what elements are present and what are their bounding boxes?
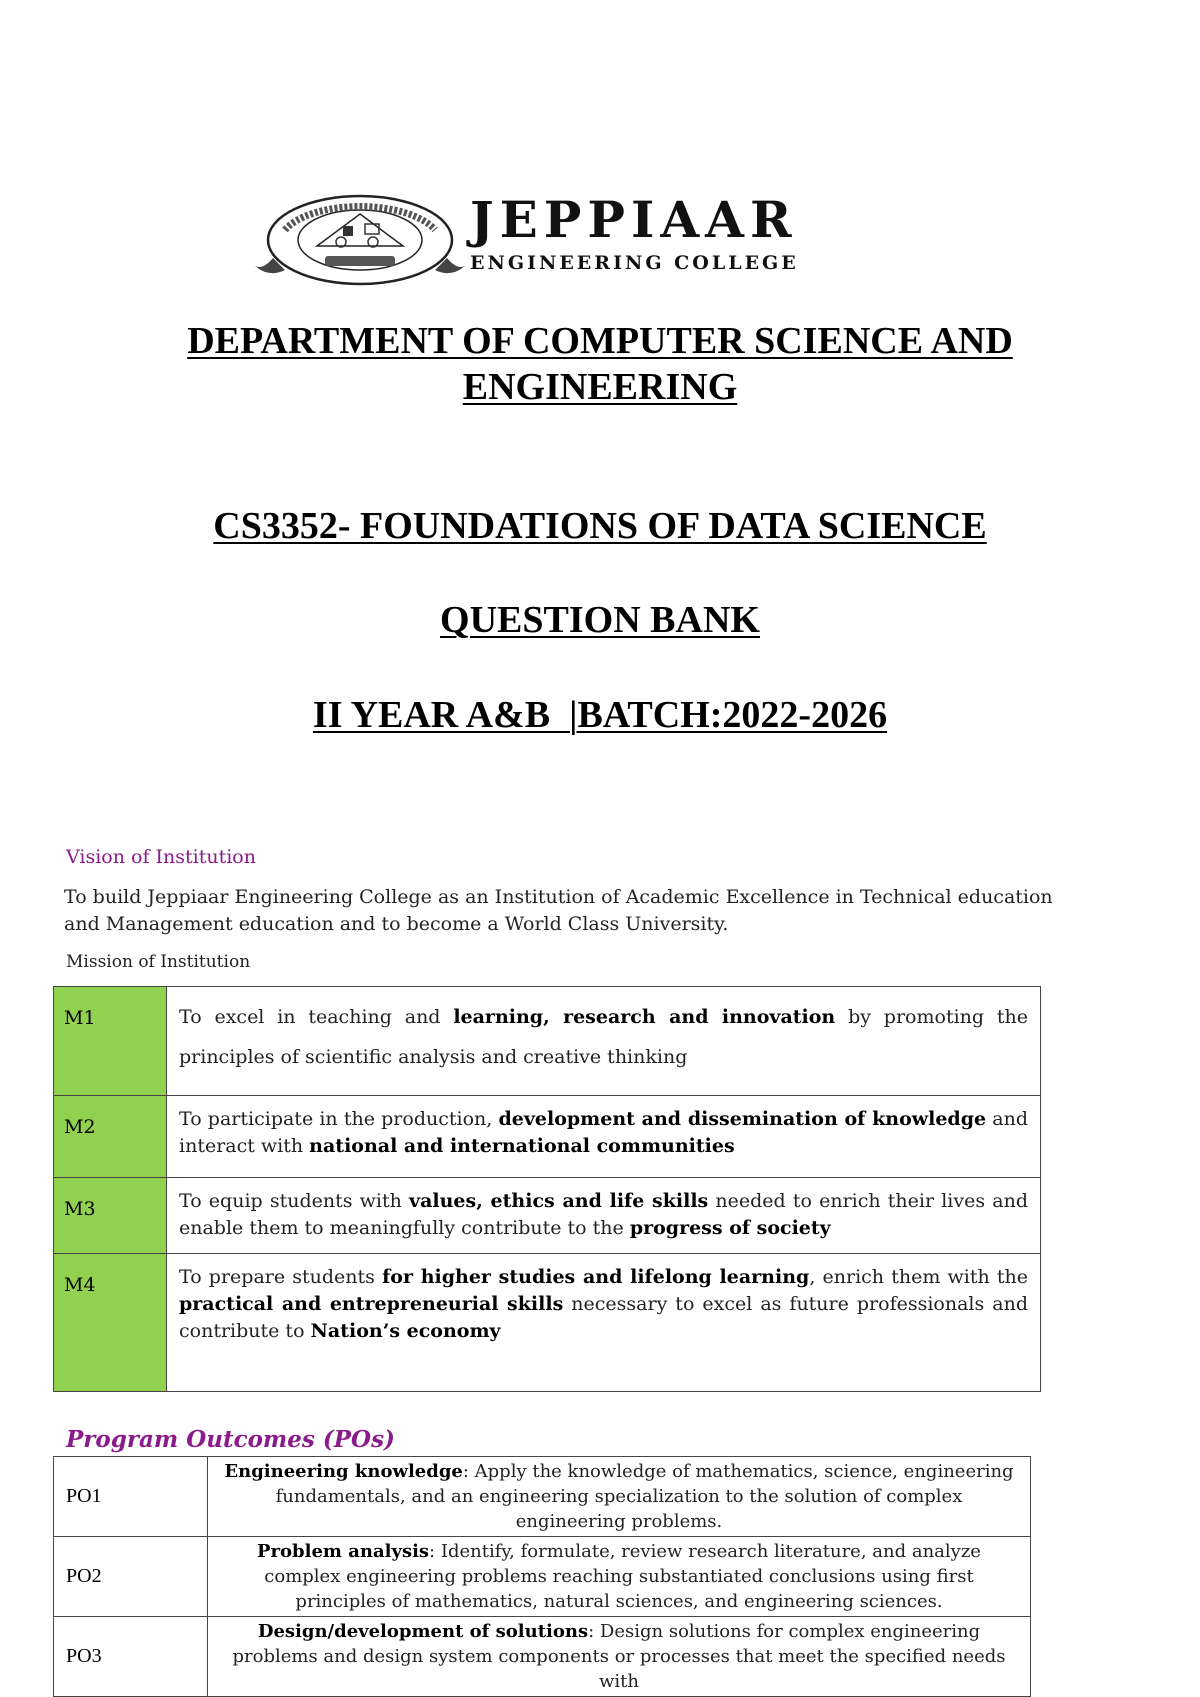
program-outcomes-title: Program Outcomes (POs) bbox=[66, 1426, 395, 1453]
po-text bbox=[208, 1537, 1031, 1617]
college-logo-subtitle: ENGINEERING COLLEGE bbox=[470, 252, 799, 274]
mission-code: M2 bbox=[54, 1096, 167, 1178]
mission-text-emphasis: Nation’s economy bbox=[310, 1320, 501, 1342]
po-code: PO1 bbox=[54, 1457, 208, 1537]
po-description: : Design solutions for complex engineering problems and design system components or processes that meet the specified needs with bbox=[232, 1621, 1006, 1692]
mission-row bbox=[54, 987, 1041, 1096]
mission-row bbox=[54, 1254, 1041, 1392]
po-heading: Design/development of solutions bbox=[257, 1621, 589, 1642]
mission-row bbox=[54, 1096, 1041, 1178]
vision-label: Vision of Institution bbox=[66, 846, 256, 868]
po-row bbox=[54, 1617, 1031, 1697]
college-seal-icon bbox=[255, 190, 465, 290]
mission-text-emphasis: learning, research and innovation bbox=[453, 1006, 836, 1028]
po-heading: Engineering knowledge bbox=[224, 1461, 463, 1482]
mission-code: M3 bbox=[54, 1178, 167, 1254]
po-text bbox=[208, 1457, 1031, 1537]
mission-code: M1 bbox=[54, 987, 167, 1096]
department-heading-line1: DEPARTMENT OF COMPUTER SCIENCE AND bbox=[187, 320, 1013, 362]
mission-text bbox=[167, 1178, 1041, 1254]
mission-text-part: To equip students with bbox=[179, 1190, 410, 1212]
mission-text-part: To excel in teaching and bbox=[179, 1006, 454, 1028]
mission-text-part: To prepare students bbox=[179, 1266, 383, 1288]
mission-text-part: needed to enrich their lives and enable them to meaningfully contribute to the bbox=[179, 1190, 1028, 1239]
college-logo bbox=[255, 190, 945, 290]
college-logo-name: JEPPIAAR bbox=[470, 190, 798, 249]
po-row bbox=[54, 1457, 1031, 1537]
mission-text-emphasis: values, ethics and life skills bbox=[409, 1190, 709, 1212]
mission-text-part: , enrich them with the bbox=[809, 1266, 1028, 1288]
vision-text: To build Jeppiaar Engineering College as an Institution of Academic Excellence in Technical education and Management education and to become a World Class University. bbox=[64, 886, 1053, 935]
po-code: PO2 bbox=[54, 1537, 208, 1617]
mission-text-part: To participate in the production, bbox=[179, 1108, 499, 1130]
mission-text-emphasis: development and dissemination of knowledge bbox=[498, 1108, 987, 1130]
mission-text bbox=[167, 1096, 1041, 1178]
mission-text-emphasis: practical and entrepreneurial skills bbox=[179, 1293, 564, 1315]
mission-label: Mission of Institution bbox=[66, 952, 251, 972]
po-code: PO3 bbox=[54, 1617, 208, 1697]
mission-code: M4 bbox=[54, 1254, 167, 1392]
mission-text-part: and interact with bbox=[179, 1108, 1028, 1157]
mission-text-emphasis: for higher studies and lifelong learning bbox=[382, 1266, 810, 1288]
mission-text bbox=[167, 987, 1041, 1096]
document-type-title: QUESTION BANK bbox=[440, 599, 760, 641]
mission-text-emphasis: national and international communities bbox=[309, 1135, 735, 1157]
course-title: CS3352- FOUNDATIONS OF DATA SCIENCE bbox=[213, 505, 987, 547]
po-description: : Identify, formulate, review research literature, and analyze complex engineering problems reaching substantiated conclusions using first principles of mathematics, natural sciences, and engineering sciences. bbox=[264, 1541, 981, 1612]
po-heading: Problem analysis bbox=[257, 1541, 430, 1562]
mission-text-emphasis: progress of society bbox=[629, 1217, 831, 1239]
mission-row bbox=[54, 1178, 1041, 1254]
mission-text-part: necessary to excel as future professionals and contribute to bbox=[179, 1293, 1028, 1342]
mission-text bbox=[167, 1254, 1041, 1392]
program-outcomes-table bbox=[53, 1456, 1031, 1697]
batch-title: II YEAR A&B |BATCH:2022-2026 bbox=[312, 694, 888, 736]
po-description: : Apply the knowledge of mathematics, science, engineering fundamentals, and an engineering specialization to the solution of complex engineering problems. bbox=[275, 1461, 1014, 1532]
department-heading-line2: ENGINEERING bbox=[462, 366, 738, 408]
mission-table bbox=[53, 986, 1041, 1392]
po-text bbox=[208, 1617, 1031, 1697]
mission-text-part: by promoting the principles of scientific analysis and creative thinking bbox=[179, 1006, 1028, 1068]
po-row bbox=[54, 1537, 1031, 1617]
